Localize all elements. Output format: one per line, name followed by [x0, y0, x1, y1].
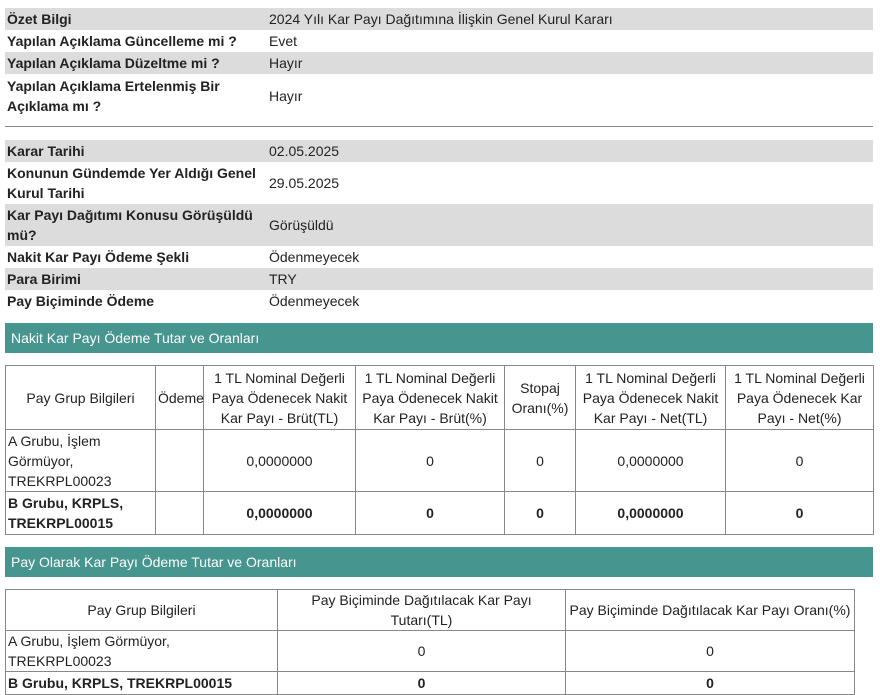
- table-cell: A Grubu, İşlem Görmüyor, TREKRPL00023: [6, 631, 278, 672]
- table-cell: [156, 430, 204, 492]
- share-dividend-table: [5, 589, 855, 695]
- column-header: Pay Grup Bilgileri: [6, 590, 278, 631]
- summary-row: [5, 74, 873, 118]
- cash-dividend-table: [5, 365, 874, 535]
- divider: [5, 126, 873, 127]
- table-row: [6, 631, 855, 672]
- table-header-row: [6, 366, 874, 430]
- summary-label: Yapılan Açıklama Düzeltme mi ?: [7, 55, 220, 71]
- detail-row: [5, 246, 873, 268]
- table-cell: 0: [566, 672, 855, 695]
- column-header: Ödeme: [156, 366, 204, 430]
- detail-row: [5, 268, 873, 290]
- table-cell: 0: [278, 672, 566, 695]
- detail-value: 29.05.2025: [269, 175, 340, 191]
- table-row: [6, 492, 874, 535]
- detail-label: Konunun Gündemde Yer Aldığı Genel Kurul Tarihi: [7, 165, 256, 201]
- summary-row: [5, 52, 873, 74]
- summary-row: [5, 30, 873, 52]
- detail-label: Para Birimi: [7, 271, 81, 287]
- column-header: Stopaj Oranı(%): [505, 366, 576, 430]
- share-section-header: Pay Olarak Kar Payı Ödeme Tutar ve Oranları: [5, 547, 873, 577]
- details-table: [5, 140, 873, 312]
- table-cell: 0: [356, 430, 505, 492]
- table-cell: 0: [505, 430, 576, 492]
- summary-value: Hayır: [269, 55, 303, 71]
- table-row: [6, 430, 874, 492]
- table-cell: 0: [505, 492, 576, 535]
- column-header: 1 TL Nominal Değerli Paya Ödenecek Nakit Kar Payı - Net(TL): [576, 366, 726, 430]
- table-cell: 0: [726, 492, 874, 535]
- column-header: 1 TL Nominal Değerli Paya Ödenecek Nakit Kar Payı - Brüt(TL): [204, 366, 356, 430]
- table-cell: 0,0000000: [204, 430, 356, 492]
- detail-label: Nakit Kar Payı Ödeme Şekli: [7, 249, 190, 265]
- summary-value: Evet: [269, 33, 298, 49]
- column-header: 1 TL Nominal Değerli Paya Ödenecek Nakit Kar Payı - Brüt(%): [356, 366, 505, 430]
- summary-row: [5, 8, 873, 30]
- detail-value: 02.05.2025: [269, 143, 340, 159]
- summary-label: Yapılan Açıklama Ertelenmiş Bir Açıklama mı ?: [7, 78, 220, 114]
- summary-label: Özet Bilgi: [7, 11, 72, 27]
- table-cell: [156, 492, 204, 535]
- detail-label: Pay Biçiminde Ödeme: [7, 293, 155, 309]
- table-cell: 0,0000000: [576, 492, 726, 535]
- detail-value: Ödenmeyecek: [269, 293, 360, 309]
- detail-row: [5, 290, 873, 312]
- detail-value: Görüşüldü: [269, 217, 334, 233]
- summary-label: Yapılan Açıklama Güncelleme mi ?: [7, 33, 237, 49]
- column-header: Pay Grup Bilgileri: [6, 366, 156, 430]
- table-cell: 0: [726, 430, 874, 492]
- table-cell: 0: [278, 631, 566, 672]
- detail-label: Karar Tarihi: [7, 143, 85, 159]
- table-cell: A Grubu, İşlem Görmüyor, TREKRPL00023: [6, 430, 156, 492]
- detail-value: Ödenmeyecek: [269, 249, 360, 265]
- detail-row: [5, 140, 873, 162]
- column-header: 1 TL Nominal Değerli Paya Ödenecek Kar Payı - Net(%): [726, 366, 874, 430]
- summary-table: [5, 8, 873, 118]
- table-cell: B Grubu, KRPLS, TREKRPL00015: [6, 672, 278, 695]
- table-cell: 0: [356, 492, 505, 535]
- table-cell: 0,0000000: [576, 430, 726, 492]
- table-row: [6, 672, 855, 695]
- table-cell: B Grubu, KRPLS, TREKRPL00015: [6, 492, 156, 535]
- column-header: Pay Biçiminde Dağıtılacak Kar Payı Oranı(%): [566, 590, 855, 631]
- table-cell: 0,0000000: [204, 492, 356, 535]
- detail-row: [5, 162, 873, 204]
- cash-section-header: Nakit Kar Payı Ödeme Tutar ve Oranları: [5, 323, 873, 353]
- summary-value: Hayır: [269, 88, 303, 104]
- summary-value: 2024 Yılı Kar Payı Dağıtımına İlişkin Genel Kurul Kararı: [269, 11, 613, 27]
- detail-row: [5, 204, 873, 246]
- column-header: Pay Biçiminde Dağıtılacak Kar Payı Tutarı(TL): [278, 590, 566, 631]
- table-cell: 0: [566, 631, 855, 672]
- table-header-row: [6, 590, 855, 631]
- detail-label: Kar Payı Dağıtımı Konusu Görüşüldü mü?: [7, 207, 253, 243]
- detail-value: TRY: [269, 271, 297, 287]
